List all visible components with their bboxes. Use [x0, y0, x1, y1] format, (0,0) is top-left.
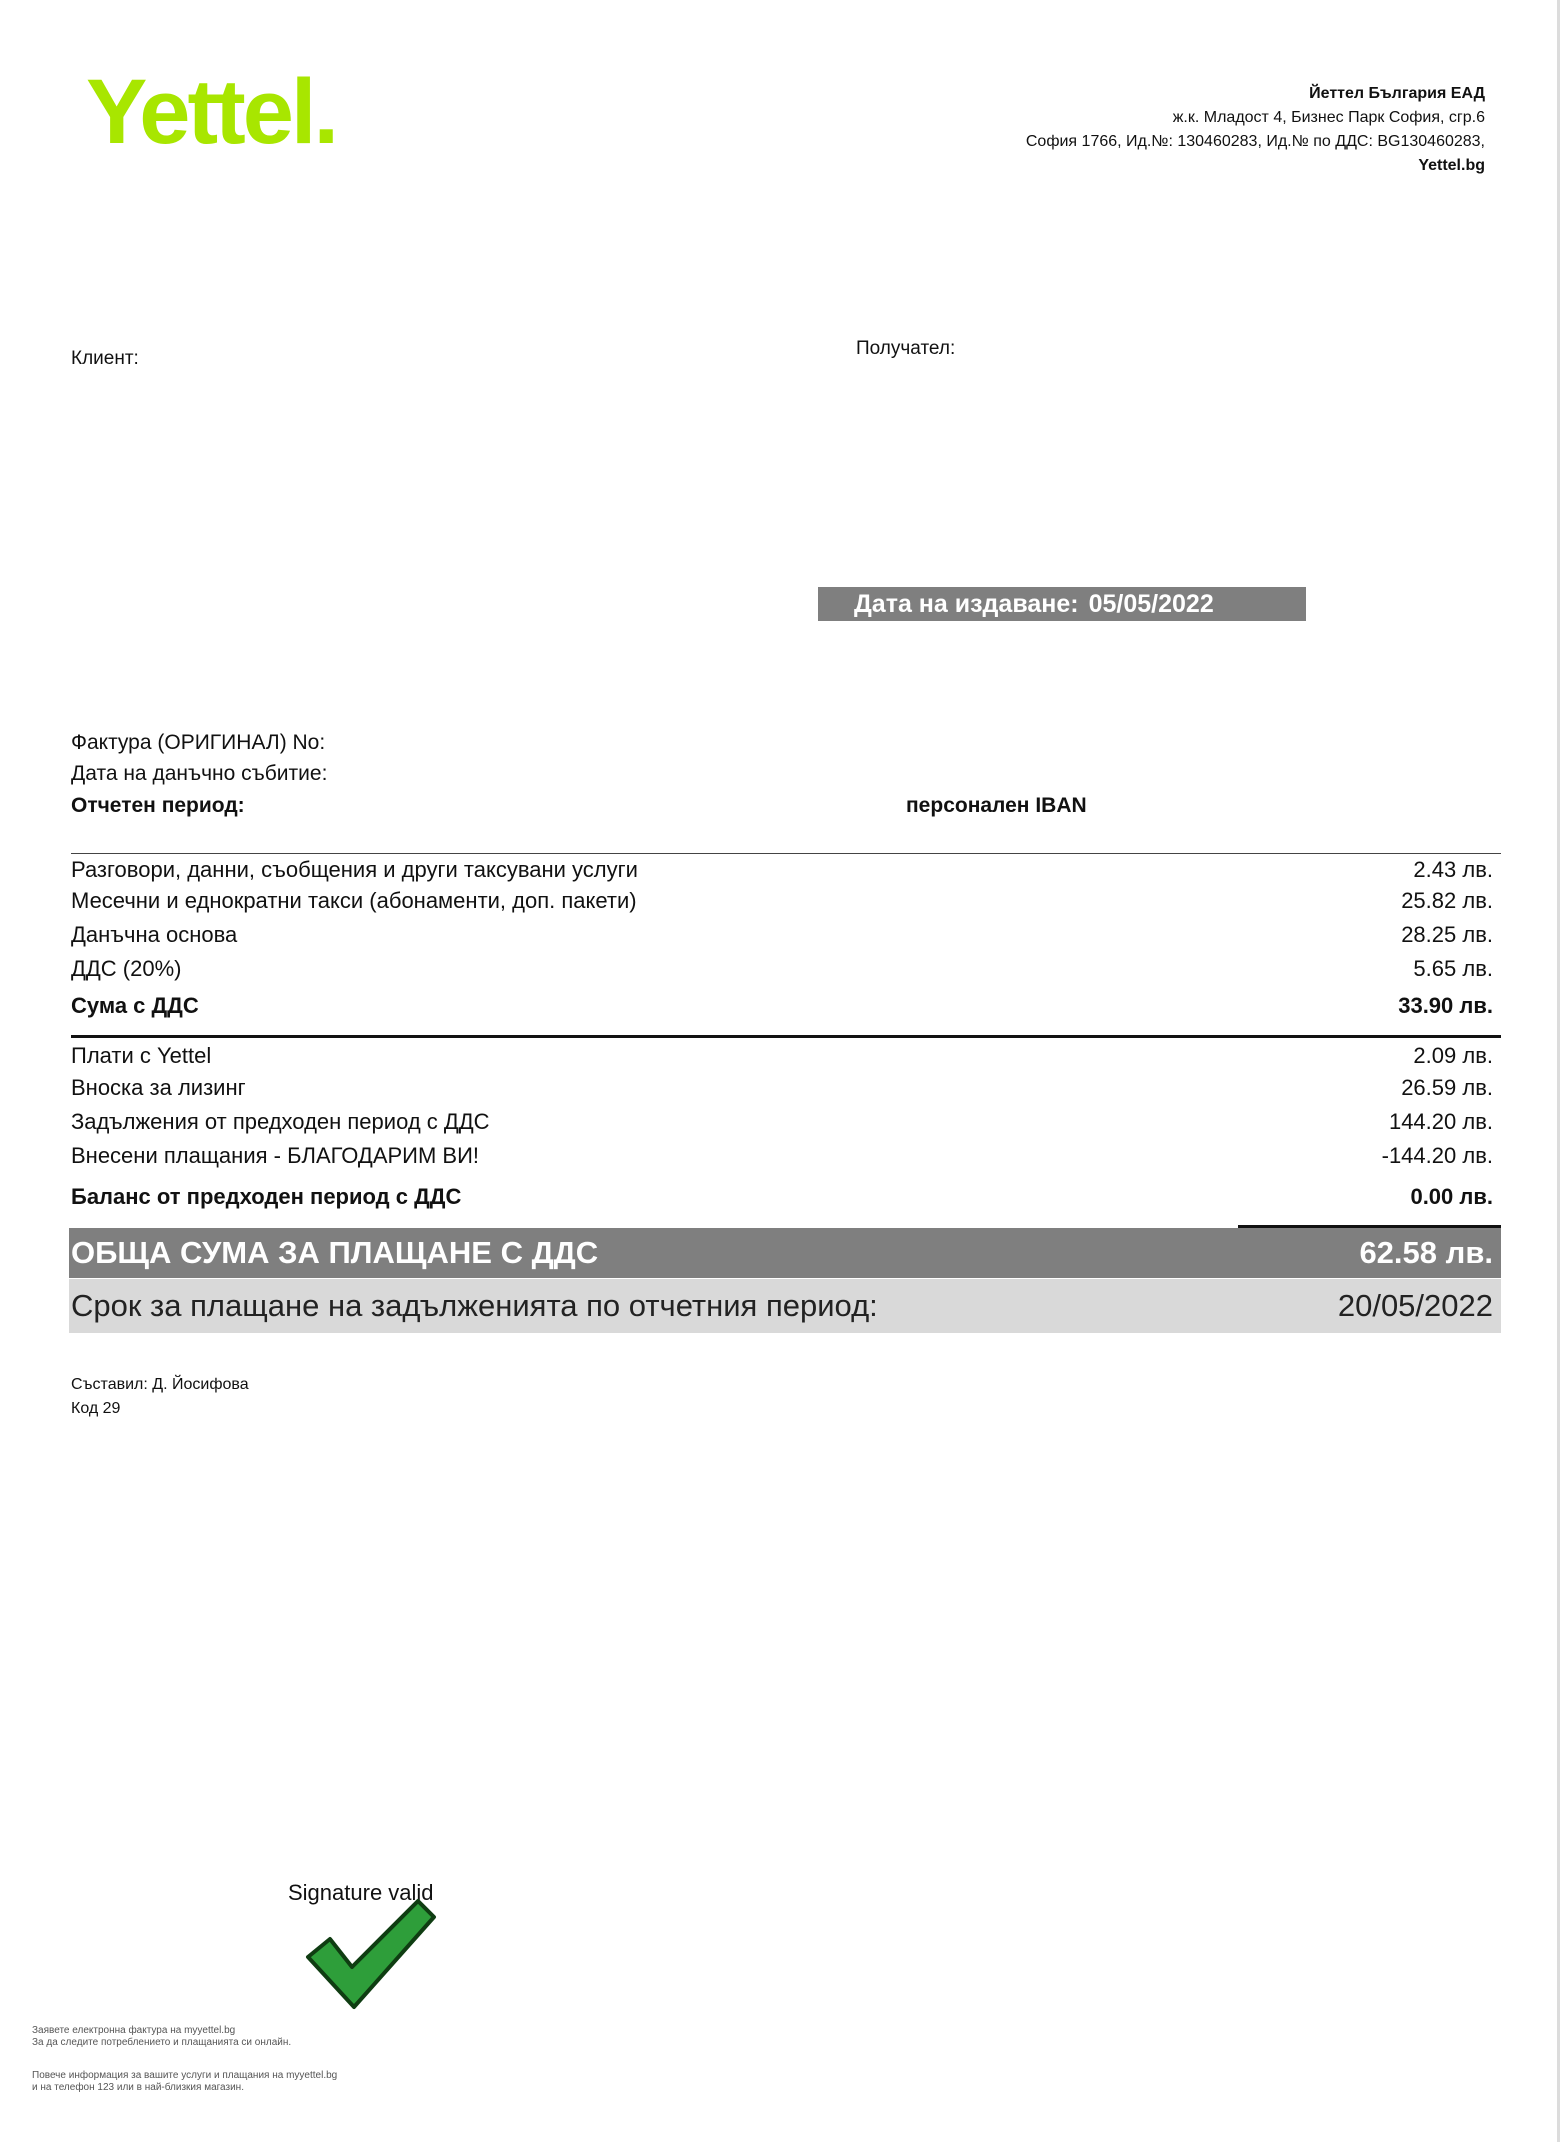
other-label: Вноска за лизинг [71, 1075, 246, 1100]
issue-date-label: Дата на издаване: [854, 590, 1079, 618]
composer-name: Съставил: Д. Йосифова [71, 1376, 249, 1393]
footer-note-1 [32, 2025, 291, 2049]
issue-date-box [818, 587, 1306, 621]
reporting-period-label: Отчетен период: [71, 794, 245, 817]
charge-amount: 2.43 лв. [1413, 857, 1493, 882]
other-charges-list [71, 1042, 1493, 1212]
composer-code: Код 29 [71, 1400, 121, 1417]
page-edge [1557, 0, 1560, 2142]
company-address-line1: ж.к. Младост 4, Бизнес Парк София, сгр.6 [1172, 109, 1485, 126]
payment-deadline-bar [69, 1279, 1501, 1333]
charge-label: Месечни и еднократни такси (абонаменти, доп. пакети) [71, 888, 637, 913]
invoice-number-label: Фактура (ОРИГИНАЛ) No: [71, 731, 326, 754]
footer-line: Заявете електронна фактура на myyettel.bg [32, 2025, 236, 2036]
sum-with-vat-amount: 33.90 лв. [1398, 993, 1493, 1018]
company-address-block [1026, 82, 1485, 178]
other-amount: 26.59 лв. [1401, 1075, 1493, 1100]
composer-block [71, 1373, 249, 1421]
footer-line: и на телефон 123 или в най-близкия магазин. [32, 2082, 244, 2093]
other-label: Задължения от предходен период с ДДС [71, 1109, 490, 1134]
tax-event-date-label: Дата на данъчно събитие: [71, 762, 328, 785]
balance-amount: 0.00 лв. [1410, 1184, 1493, 1209]
other-amount: 144.20 лв. [1388, 1109, 1493, 1134]
other-label: Плати с Yettel [71, 1043, 212, 1068]
total-due-label: ОБЩА СУМА ЗА ПЛАЩАНЕ С ДДС [71, 1235, 599, 1270]
sum-with-vat-label: Сума с ДДС [71, 993, 199, 1018]
recipient-label: Получател: [856, 338, 956, 359]
footer-note-2 [32, 2070, 337, 2094]
issue-date-value: 05/05/2022 [1088, 590, 1214, 618]
company-website: Yettel.bg [1418, 157, 1485, 174]
charge-label: Данъчна основа [71, 922, 238, 947]
signature-status-label: Signature valid [288, 1880, 434, 1905]
balance-label: Баланс от предходен период с ДДС [71, 1184, 462, 1209]
other-label: Внесени плащания - БЛАГОДАРИМ ВИ! [71, 1143, 480, 1168]
charge-amount: 25.82 лв. [1401, 888, 1493, 913]
charge-amount: 28.25 лв. [1401, 922, 1493, 947]
divider-sum [71, 1035, 1501, 1038]
other-amount: 2.09 лв. [1413, 1043, 1493, 1068]
personal-iban-label: персонален IBAN [906, 794, 1087, 817]
footer-line: За да следите потреблението и плащанията си онлайн. [32, 2037, 292, 2048]
yettel-logo: Yettel. [86, 61, 337, 163]
payment-deadline-label: Срок за плащане на задълженията по отчетния период: [71, 1288, 878, 1323]
other-amount: -144.20 лв. [1381, 1143, 1493, 1168]
charge-label: Разговори, данни, съобщения и други таксувани услуги [71, 857, 638, 882]
company-name: Йеттел България ЕАД [1309, 85, 1485, 102]
client-label: Клиент: [71, 348, 139, 369]
charge-amount: 5.65 лв. [1413, 956, 1493, 981]
total-due-amount: 62.58 лв. [1359, 1235, 1493, 1270]
checkmark-icon [300, 1895, 440, 2015]
charges-list [71, 856, 1493, 1026]
total-due-bar [69, 1228, 1501, 1278]
charge-label: ДДС (20%) [71, 956, 182, 981]
payment-deadline-date: 20/05/2022 [1337, 1288, 1493, 1323]
company-address-line2: София 1766, Ид.№: 130460283, Ид.№ по ДДС: BG130460283, [1025, 133, 1485, 150]
divider-top [71, 853, 1501, 854]
footer-line: Повече информация за вашите услуги и плащания на myyettel.bg [32, 2070, 338, 2081]
